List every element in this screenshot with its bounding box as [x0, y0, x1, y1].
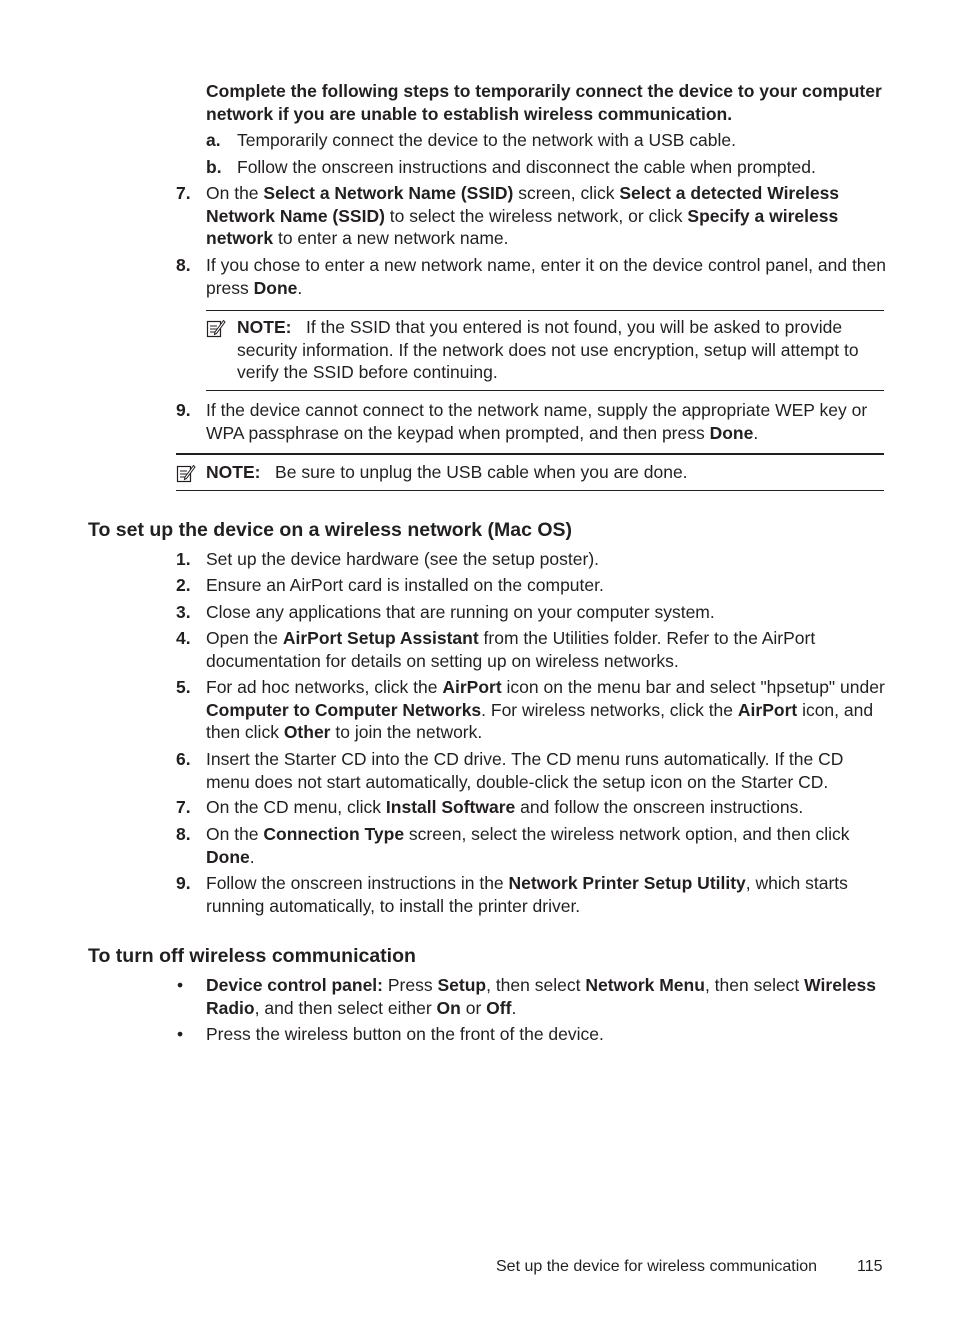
note-top-rule: [206, 310, 884, 311]
note-label: NOTE:: [237, 317, 292, 337]
step-number: 2.: [176, 575, 191, 595]
step-number: 5.: [176, 677, 191, 697]
bullet-text: Device control panel: Press Setup, then select Network Menu, then select Wireless Radio, and then select either On or Off.: [206, 975, 877, 1018]
step-number: 7.: [176, 183, 191, 203]
sub-step-a-text: Temporarily connect the device to the network with a USB cable.: [237, 130, 736, 150]
step-text: On the CD menu, click Install Software and follow the onscreen instructions.: [206, 797, 804, 817]
step-number: 8.: [176, 255, 191, 275]
bullet-text: Press the wireless button on the front of the device.: [206, 1024, 604, 1044]
step-text: Set up the device hardware (see the setup poster).: [206, 549, 600, 569]
page-number: 115: [857, 1258, 883, 1275]
step-number: 9.: [176, 873, 191, 893]
step-text: For ad hoc networks, click the AirPort icon on the menu bar and select "hpsetup" under Computer to Computer Networks. For wireless networks, click the AirPort icon, and then click Other to join the network.: [206, 677, 885, 742]
note-body: [237, 316, 877, 384]
step-number: 3.: [176, 602, 191, 622]
step-number: 9.: [176, 400, 191, 420]
intro-bold-text: Complete the following steps to temporarily connect the device to your computer network if you are unable to establish wireless communication.: [206, 81, 882, 124]
sub-step-b-label: b.: [206, 157, 222, 177]
step-number: 1.: [176, 549, 191, 569]
step-text: On the Connection Type screen, select the wireless network option, and then click Done.: [206, 824, 850, 867]
step-number: 7.: [176, 797, 191, 817]
step-text: Ensure an AirPort card is installed on the computer.: [206, 575, 604, 595]
note-label: NOTE:: [206, 462, 261, 482]
step-text: Insert the Starter CD into the CD drive. The CD menu runs automatically. If the CD menu does not start automatically, double-click the setup icon on the Starter CD.: [206, 749, 844, 792]
step-text: Close any applications that are running on your computer system.: [206, 602, 715, 622]
bullet-marker: •: [177, 1024, 184, 1044]
step-number: 6.: [176, 749, 191, 769]
step-text: Open the AirPort Setup Assistant from the Utilities folder. Refer to the AirPort documentation for details on setting up on wireless networks.: [206, 628, 816, 671]
footer-title: Set up the device for wireless communication: [496, 1258, 818, 1275]
step-text: On the Select a Network Name (SSID) screen, click Select a detected Wireless Network Name (SSID) to select the wireless network, or click Specify a wireless network to enter a new network name.: [206, 183, 840, 248]
note-body: [206, 461, 876, 484]
step-number: 4.: [176, 628, 191, 648]
section-heading-turn-off: To turn off wireless communication: [88, 945, 416, 967]
sub-step-a-label: a.: [206, 130, 221, 150]
note-bottom-rule: [206, 390, 884, 391]
note-text: Be sure to unplug the USB cable when you are done.: [275, 462, 688, 482]
bullet-marker: •: [177, 975, 184, 995]
note-top-rule: [176, 453, 884, 455]
note-icon: [206, 318, 226, 338]
step-text: Follow the onscreen instructions in the Network Printer Setup Utility, which starts running automatically, to install the printer driver.: [206, 873, 848, 916]
sub-step-b-text: Follow the onscreen instructions and disconnect the cable when prompted.: [237, 157, 816, 177]
step-text: If you chose to enter a new network name, enter it on the device control panel, and then press Done.: [206, 255, 887, 298]
note-bottom-rule: [176, 490, 884, 491]
step-number: 8.: [176, 824, 191, 844]
note-text: If the SSID that you entered is not found, you will be asked to provide security information. If the network does not use encryption, setup will attempt to verify the SSID before continuing.: [237, 317, 859, 382]
section-heading-mac: To set up the device on a wireless network (Mac OS): [88, 519, 573, 541]
note-icon: [176, 463, 196, 483]
step-text: If the device cannot connect to the network name, supply the appropriate WEP key or WPA passphrase on the keypad when prompted, and then press Done.: [206, 400, 868, 443]
